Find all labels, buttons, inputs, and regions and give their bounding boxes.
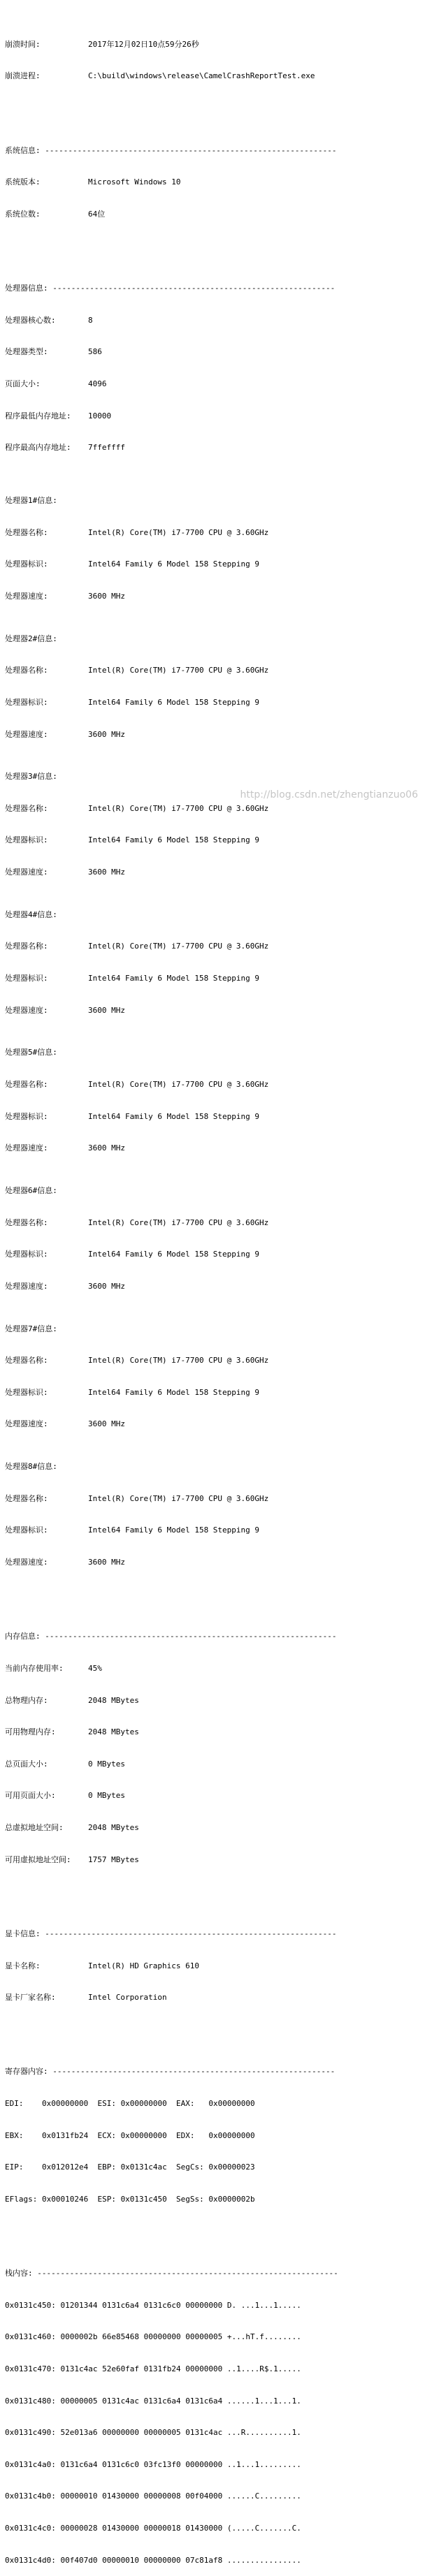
cpu-title: 处理器6#信息: (5, 1186, 57, 1196)
cpu-id-row (5, 1111, 422, 1122)
cpu-name-value: Intel(R) Core(TM) i7-7700 CPU @ 3.60GHz (88, 666, 269, 675)
processor-value: 586 (88, 347, 102, 357)
cpu-title: 处理器3#信息: (5, 772, 57, 782)
cpu-id-label: 处理器标识: (5, 835, 48, 845)
cpu-name-value: Intel(R) Core(TM) i7-7700 CPU @ 3.60GHz (88, 527, 269, 537)
cpu-name-row (5, 1493, 422, 1504)
system-row (5, 209, 422, 219)
cpu-title: 处理器2#信息: (5, 634, 57, 643)
cpu-speed-row (5, 1281, 422, 1291)
memory-label: 可用页面大小: (5, 1791, 56, 1801)
cpu-speed-row (5, 867, 422, 877)
cpu-id-value: Intel64 Family 6 Model 158 Stepping 9 (88, 697, 260, 707)
display-row (5, 1961, 422, 1971)
cpu-id-value: Intel64 Family 6 Model 158 Stepping 9 (88, 1250, 260, 1259)
cpu-speed-value: 3600 MHz (88, 729, 125, 739)
display-value: Intel(R) HD Graphics 610 (88, 1961, 199, 1970)
processor-label: 程序最低内存地址: (5, 411, 71, 420)
cpu-speed-label: 处理器速度: (5, 1557, 48, 1567)
cpu-title: 处理器7#信息: (5, 1324, 57, 1333)
cpu-id-row (5, 1249, 422, 1259)
cpu-speed-value: 3600 MHz (88, 1005, 125, 1015)
cpu-speed-label: 处理器速度: (5, 868, 48, 877)
cpu-title: 处理器5#信息: (5, 1048, 57, 1058)
cpu-speed-value: 3600 MHz (88, 1143, 125, 1153)
cpu-name-row (5, 1355, 422, 1366)
cpu-title: 处理器8#信息: (5, 1462, 57, 1472)
cpu-speed-value: 3600 MHz (88, 1419, 125, 1429)
memory-value: 45% (88, 1663, 102, 1673)
cpu-speed-label: 处理器速度: (5, 729, 48, 739)
memory-row (5, 1727, 422, 1737)
cpu-name-value: Intel(R) Core(TM) i7-7700 CPU @ 3.60GHz (88, 1356, 269, 1366)
cpu-speed-label: 处理器速度: (5, 1143, 48, 1153)
display-section-header: 显卡信息: --------------------------------------------------------------- (5, 1929, 337, 1938)
memory-label: 总物理内存: (5, 1695, 48, 1705)
cpu-id-row (5, 1387, 422, 1398)
system-label: 系统位数: (5, 209, 41, 219)
register-row: EBX: 0x0131fb24 ECX: 0x00000000 EDX: 0x00000000 (5, 2130, 255, 2140)
memory-value: 2048 MBytes (88, 1727, 139, 1737)
crash-process-row (5, 71, 422, 81)
memory-value: 0 MBytes (88, 1759, 125, 1769)
cpu-name-row (5, 941, 422, 951)
display-label: 显卡名称: (5, 1961, 41, 1970)
system-value: Microsoft Windows 10 (88, 177, 181, 187)
processor-label: 程序最高内存地址: (5, 443, 71, 453)
stack-row: 0x0131c4c0: 00000028 01430000 00000018 01430000 (.....C.......C. (5, 2524, 301, 2533)
stack-row: 0x0131c460: 0000002b 66e85468 00000000 00000005 +...hT.f........ (5, 2332, 301, 2342)
cpu-name-label: 处理器名称: (5, 666, 48, 675)
cpu-id-row (5, 1525, 422, 1535)
cpu-name-row (5, 665, 422, 675)
cpu-id-value: Intel64 Family 6 Model 158 Stepping 9 (88, 835, 260, 845)
cpu-name-value: Intel(R) Core(TM) i7-7700 CPU @ 3.60GHz (88, 1080, 269, 1090)
processor-row (5, 315, 422, 325)
cpu-speed-value: 3600 MHz (88, 1557, 125, 1567)
cpu-id-value: Intel64 Family 6 Model 158 Stepping 9 (88, 1111, 260, 1121)
cpu-name-row (5, 803, 422, 814)
processor-label: 页面大小: (5, 379, 41, 388)
cpu-title: 处理器4#信息: (5, 909, 57, 919)
crash-report-document (5, 7, 422, 2576)
display-row (5, 1992, 422, 2003)
processor-label: 处理器类型: (5, 347, 48, 357)
processor-section-header: 处理器信息: ------------------------------------------------------------- (5, 284, 336, 293)
cpu-name-label: 处理器名称: (5, 527, 48, 537)
display-label: 显卡厂家名称: (5, 1993, 56, 2003)
memory-label: 当前内存使用率: (5, 1663, 64, 1673)
memory-value: 0 MBytes (88, 1791, 125, 1801)
stack-row: 0x0131c4d0: 00f407d0 00000010 00000000 07c81af8 ................ (5, 2555, 301, 2565)
system-label: 系统版本: (5, 177, 41, 187)
memory-row (5, 1663, 422, 1674)
register-row: EIP: 0x012012e4 EBP: 0x0131c4ac SegCs: 0x00000023 (5, 2162, 255, 2172)
memory-section-header: 内存信息: --------------------------------------------------------------- (5, 1632, 337, 1641)
cpu-speed-label: 处理器速度: (5, 1419, 48, 1429)
processor-value: 8 (88, 315, 93, 325)
cpu-speed-label: 处理器速度: (5, 591, 48, 601)
cpu-id-value: Intel64 Family 6 Model 158 Stepping 9 (88, 1387, 260, 1397)
display-value: Intel Corporation (88, 1993, 167, 2003)
processor-row (5, 442, 422, 453)
stack-row: 0x0131c4b0: 00000010 01430000 00000008 00f04000 ......C......... (5, 2491, 301, 2501)
cpu-speed-value: 3600 MHz (88, 1281, 125, 1291)
cpu-speed-label: 处理器速度: (5, 1005, 48, 1015)
cpu-id-value: Intel64 Family 6 Model 158 Stepping 9 (88, 559, 260, 569)
processor-row (5, 411, 422, 421)
registers-section-header: 寄存器内容: ------------------------------------------------------------- (5, 2067, 336, 2077)
memory-label: 可用虚拟地址空间: (5, 1854, 71, 1864)
cpu-id-label: 处理器标识: (5, 1111, 48, 1121)
cpu-id-label: 处理器标识: (5, 1387, 48, 1397)
stack-section-header: 栈内容: ----------------------------------------------------------------- (5, 2269, 338, 2278)
cpu-name-row (5, 1217, 422, 1228)
cpu-name-value: Intel(R) Core(TM) i7-7700 CPU @ 3.60GHz (88, 803, 269, 813)
memory-row (5, 1854, 422, 1865)
stack-row: 0x0131c470: 0131c4ac 52e60faf 0131fb24 00000000 ..1....R$.1..... (5, 2364, 301, 2374)
crash-time-row (5, 39, 422, 50)
cpu-id-label: 处理器标识: (5, 974, 48, 983)
cpu-speed-label: 处理器速度: (5, 1281, 48, 1291)
cpu-speed-value: 3600 MHz (88, 591, 125, 601)
memory-row (5, 1822, 422, 1833)
system-value: 64位 (88, 209, 106, 219)
cpu-name-label: 处理器名称: (5, 1080, 48, 1090)
cpu-name-label: 处理器名称: (5, 942, 48, 951)
cpu-name-value: Intel(R) Core(TM) i7-7700 CPU @ 3.60GHz (88, 1493, 269, 1503)
cpu-id-row (5, 973, 422, 983)
system-row (5, 177, 422, 187)
crash-time-label: 崩溃时间: (5, 39, 41, 49)
cpu-name-label: 处理器名称: (5, 1493, 48, 1503)
cpu-speed-row (5, 591, 422, 601)
cpu-id-label: 处理器标识: (5, 697, 48, 707)
cpu-id-label: 处理器标识: (5, 1525, 48, 1535)
memory-row (5, 1695, 422, 1706)
memory-label: 可用物理内存: (5, 1727, 56, 1737)
crash-time-value: 2017年12月02日10点59分26秒 (88, 39, 199, 49)
cpu-id-label: 处理器标识: (5, 1250, 48, 1259)
cpu-speed-row (5, 729, 422, 740)
cpu-id-label: 处理器标识: (5, 559, 48, 569)
memory-row (5, 1759, 422, 1769)
cpu-speed-value: 3600 MHz (88, 868, 125, 877)
crash-process-value: C:\build\windows\release\CamelCrashReportTest.exe (88, 71, 315, 81)
cpu-speed-row (5, 1005, 422, 1016)
cpu-id-row (5, 697, 422, 708)
stack-row: 0x0131c450: 01201344 0131c6a4 0131c6c0 00000000 D. ...1...1..... (5, 2300, 301, 2310)
memory-label: 总虚拟地址空间: (5, 1822, 64, 1832)
memory-value: 2048 MBytes (88, 1822, 139, 1832)
processor-value: 7ffeffff (88, 443, 125, 453)
cpu-title: 处理器1#信息: (5, 496, 57, 506)
memory-value: 2048 MBytes (88, 1695, 139, 1705)
cpu-name-label: 处理器名称: (5, 1217, 48, 1227)
stack-row: 0x0131c4a0: 0131c6a4 0131c6c0 03fc13f0 00000000 ..1...1......... (5, 2459, 301, 2469)
cpu-id-row (5, 559, 422, 569)
processor-row (5, 346, 422, 357)
stack-row: 0x0131c490: 52e013a6 00000000 00000005 0131c4ac ...R..........1. (5, 2428, 301, 2438)
cpu-speed-row (5, 1143, 422, 1153)
processor-label: 处理器核心数: (5, 315, 56, 325)
memory-label: 总页面大小: (5, 1759, 48, 1769)
cpu-speed-row (5, 1419, 422, 1429)
watermark: http://blog.csdn.net/zhengtianzuo06 (240, 789, 418, 800)
processor-row (5, 379, 422, 389)
cpu-name-value: Intel(R) Core(TM) i7-7700 CPU @ 3.60GHz (88, 1217, 269, 1227)
register-row: EDI: 0x00000000 ESI: 0x00000000 EAX: 0x00000000 (5, 2099, 255, 2109)
cpu-name-row (5, 1079, 422, 1090)
system-section-header: 系统信息: --------------------------------------------------------------- (5, 145, 337, 155)
cpu-name-value: Intel(R) Core(TM) i7-7700 CPU @ 3.60GHz (88, 942, 269, 951)
register-row: EFlags: 0x00010246 ESP: 0x0131c450 SegSs: 0x0000002b (5, 2194, 255, 2204)
cpu-name-label: 处理器名称: (5, 803, 48, 813)
memory-row (5, 1790, 422, 1801)
cpu-name-label: 处理器名称: (5, 1356, 48, 1366)
processor-value: 4096 (88, 379, 107, 388)
cpu-speed-row (5, 1557, 422, 1567)
cpu-id-value: Intel64 Family 6 Model 158 Stepping 9 (88, 1525, 260, 1535)
cpu-name-row (5, 527, 422, 538)
crash-process-label: 崩溃进程: (5, 71, 41, 81)
memory-value: 1757 MBytes (88, 1854, 139, 1864)
cpu-id-row (5, 835, 422, 845)
stack-row: 0x0131c480: 00000005 0131c4ac 0131c6a4 0131c6a4 ......1...1...1. (5, 2396, 301, 2406)
cpu-id-value: Intel64 Family 6 Model 158 Stepping 9 (88, 974, 260, 983)
processor-value: 10000 (88, 411, 112, 420)
